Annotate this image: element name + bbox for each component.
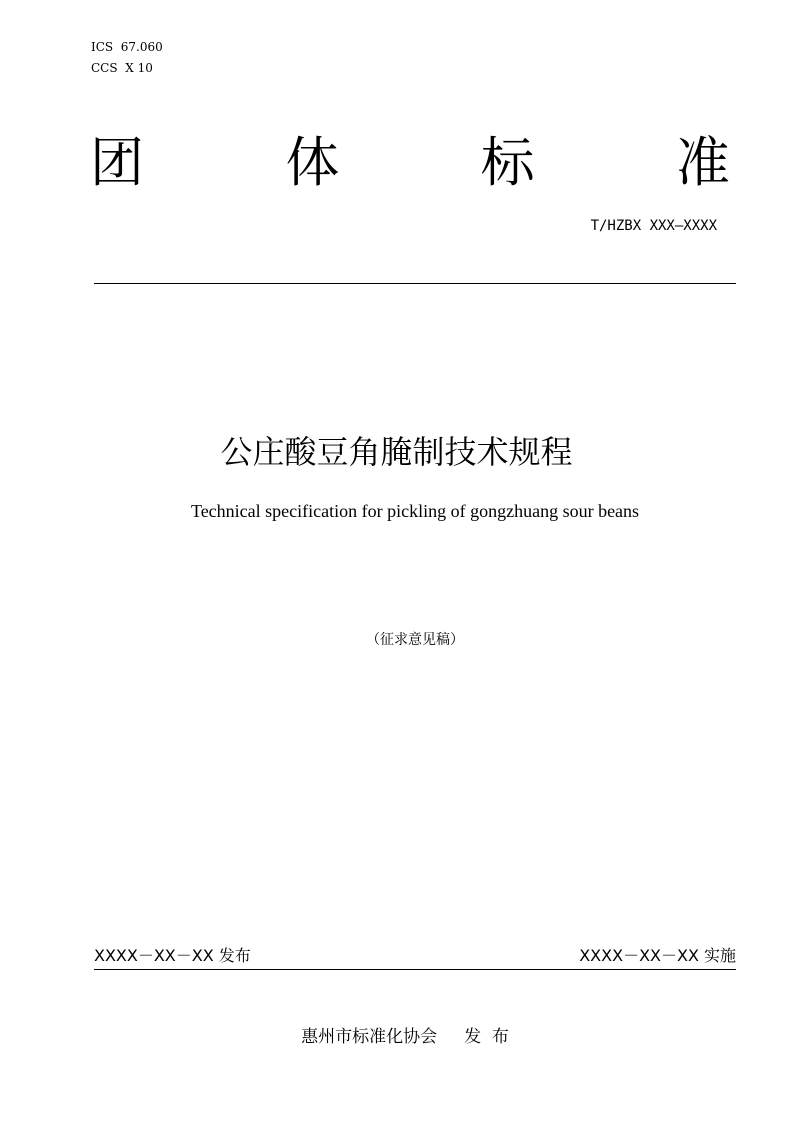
ccs-code: CCS X 10 xyxy=(91,61,153,75)
footer-divider xyxy=(94,969,736,970)
title-english: Technical specification for pickling of gongzhuang sour beans xyxy=(190,501,640,521)
standard-type-heading xyxy=(90,128,730,198)
standard-type-char: 体 xyxy=(285,131,340,194)
standard-type-char: 标 xyxy=(480,131,535,194)
standard-type-char: 团 xyxy=(90,131,144,194)
implement-date: XXXX－XX－XX 实施 xyxy=(579,946,736,965)
header-divider xyxy=(94,283,736,284)
draft-label: （征求意见稿） xyxy=(366,632,464,648)
publish-date: XXXX－XX－XX 发布 xyxy=(94,946,251,965)
standard-type-char: 准 xyxy=(675,131,730,194)
title-chinese: 公庄酸豆角腌制技术规程 xyxy=(220,433,573,471)
ics-code: ICS 67.060 xyxy=(91,40,163,54)
standard-code: T/HZBX XXX—XXXX xyxy=(590,218,717,234)
issuer-line: 惠州市标准化协会 发 布 xyxy=(301,1027,509,1047)
